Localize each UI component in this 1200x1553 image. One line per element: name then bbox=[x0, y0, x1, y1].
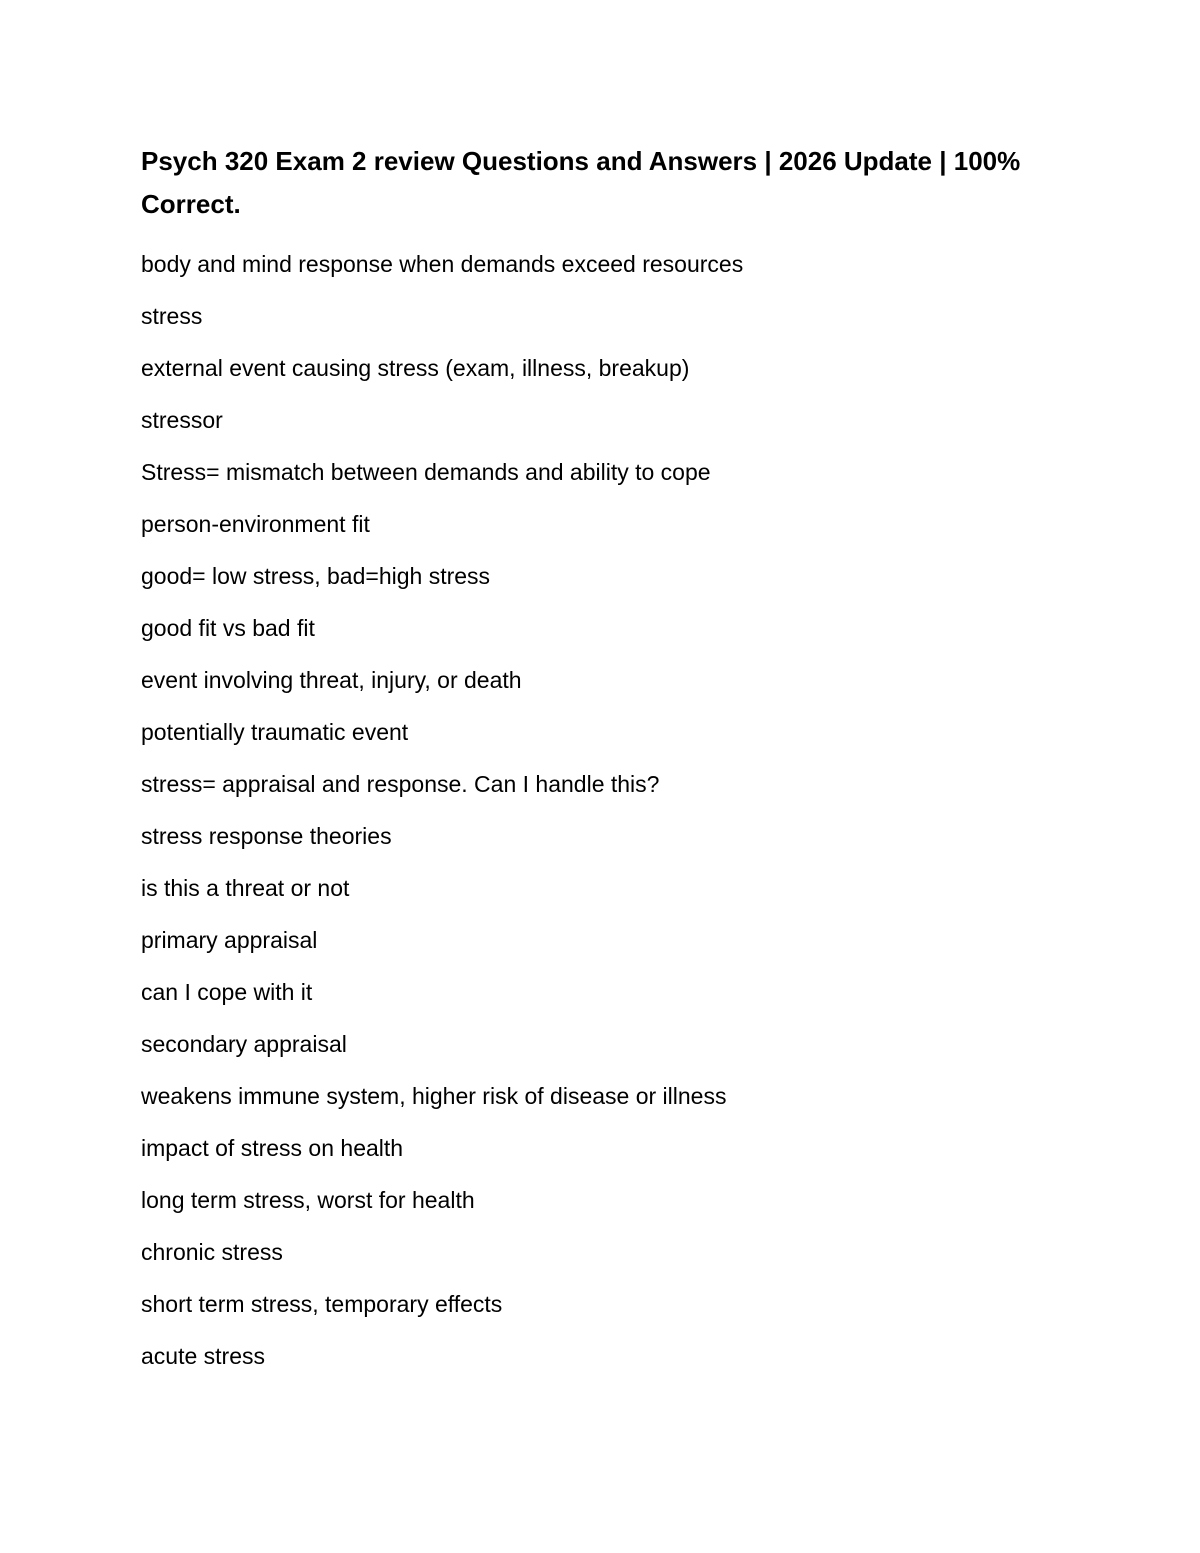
question-line: event involving threat, injury, or death bbox=[141, 667, 522, 693]
answer-line: stress bbox=[141, 303, 203, 329]
question-line: weakens immune system, higher risk of disease or illness bbox=[141, 1083, 727, 1109]
answer-line: acute stress bbox=[141, 1343, 265, 1369]
question-line: stress= appraisal and response. Can I handle this? bbox=[141, 771, 660, 797]
question-line: Stress= mismatch between demands and ability to cope bbox=[141, 459, 711, 485]
answer-line: impact of stress on health bbox=[141, 1135, 404, 1161]
answer-line: person-environment fit bbox=[141, 511, 370, 537]
answer-line: stress response theories bbox=[141, 823, 392, 849]
question-line: is this a threat or not bbox=[141, 875, 350, 901]
answer-line: potentially traumatic event bbox=[141, 719, 409, 745]
question-line: long term stress, worst for health bbox=[141, 1187, 475, 1213]
question-line: good= low stress, bad=high stress bbox=[141, 563, 491, 589]
answer-line: primary appraisal bbox=[141, 927, 318, 953]
question-line: short term stress, temporary effects bbox=[141, 1291, 503, 1317]
question-line: body and mind response when demands exceed resources bbox=[141, 251, 744, 277]
answer-line: stressor bbox=[141, 407, 223, 433]
question-line: can I cope with it bbox=[141, 979, 313, 1005]
document-title: Psych 320 Exam 2 review Questions and Answers | 2026 Update | 100% Correct. bbox=[141, 146, 1021, 219]
question-line: external event causing stress (exam, illness, breakup) bbox=[141, 355, 690, 381]
answer-line: chronic stress bbox=[141, 1239, 283, 1265]
answer-line: secondary appraisal bbox=[141, 1031, 347, 1057]
answer-line: good fit vs bad fit bbox=[141, 615, 315, 641]
qa-list bbox=[141, 238, 743, 1382]
